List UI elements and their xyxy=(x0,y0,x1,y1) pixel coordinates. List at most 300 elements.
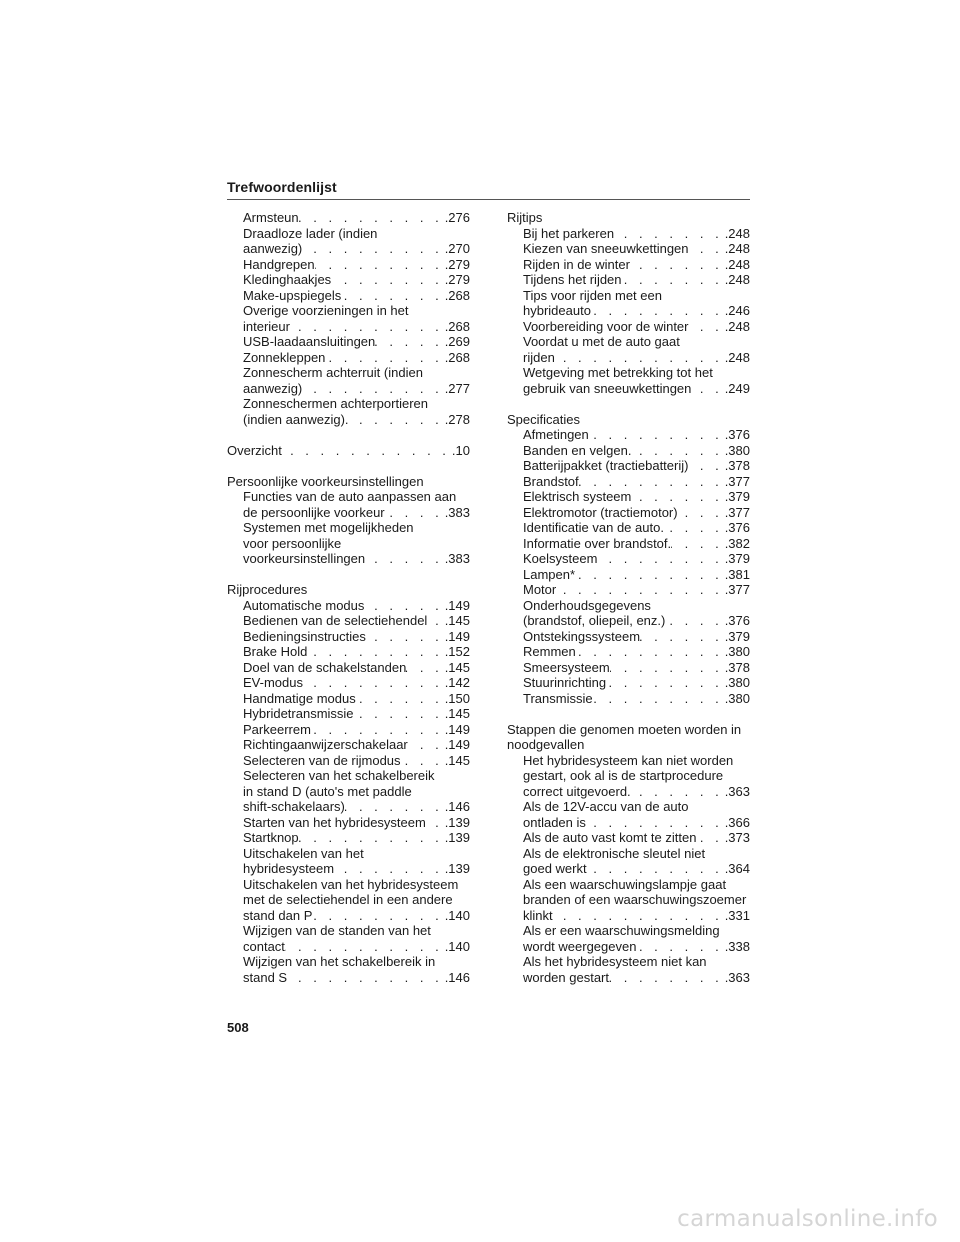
entry-text: Zonnekleppen xyxy=(243,349,326,365)
subentry-page-link[interactable] xyxy=(243,644,470,660)
page-reference: .378 xyxy=(724,458,750,473)
dot-leader xyxy=(331,272,445,288)
index-subentry xyxy=(227,675,470,691)
subentry-page-link[interactable] xyxy=(523,474,750,490)
page-reference: .376 xyxy=(724,427,750,442)
entry-text: Make-upspiegels xyxy=(243,287,342,303)
index-heading: Persoonlijke voorkeursinstellingen xyxy=(227,473,424,489)
page-reference: .381 xyxy=(724,566,750,582)
index-subentry xyxy=(227,350,470,366)
index-subentry xyxy=(507,257,750,273)
page-reference: .139 xyxy=(444,861,470,876)
index-subentry xyxy=(227,846,470,877)
subentry-page-link[interactable] xyxy=(243,412,470,428)
index-subentry xyxy=(507,582,750,598)
dot-leader xyxy=(671,536,725,552)
dot-leader xyxy=(282,443,452,459)
subentry-line: Systemen met mogelijkheden xyxy=(243,520,414,535)
entry-text: Batterijpakket (tractiebatterij) xyxy=(523,458,689,473)
page-reference: .149 xyxy=(444,597,470,613)
dot-leader xyxy=(609,970,725,986)
index-subentry xyxy=(507,474,750,490)
index-subentry xyxy=(507,799,750,830)
index-heading: Rijprocedures xyxy=(227,582,308,597)
entry-text: Voorbereiding voor de winter xyxy=(523,318,689,334)
index-subentry xyxy=(507,830,750,846)
subentry-page-link[interactable] xyxy=(243,257,470,273)
dot-leader xyxy=(631,489,724,505)
entry-text: stand S xyxy=(243,969,288,985)
subentry-line: in stand D (auto's met paddle xyxy=(243,783,412,799)
dot-leader xyxy=(312,908,444,924)
subentry-page-link[interactable] xyxy=(523,675,750,691)
dot-leader xyxy=(610,660,725,676)
dot-leader xyxy=(575,567,725,583)
entry-text: interieur xyxy=(243,318,290,334)
page-reference: .145 xyxy=(444,706,470,721)
subentry-line: Als een waarschuwingslampje gaat xyxy=(523,876,727,892)
index-subentry xyxy=(227,722,470,738)
entry-text: gebruik van sneeuwkettingen xyxy=(523,380,692,396)
index-subentry xyxy=(507,877,750,924)
entry-text: worden gestart xyxy=(523,969,609,985)
index-subentry xyxy=(227,768,470,815)
entry-text: Doel van de schakelstanden xyxy=(243,659,407,675)
dot-leader xyxy=(287,970,445,986)
entry-text: Armsteun xyxy=(243,210,299,225)
page-reference: .150 xyxy=(444,690,470,706)
subentry-page-link[interactable] xyxy=(243,675,470,691)
subentry-page-link[interactable] xyxy=(243,629,470,645)
dot-leader xyxy=(630,257,725,273)
subentry-page-link[interactable] xyxy=(523,489,750,505)
index-subentry xyxy=(507,319,750,335)
entry-text: shift-schakelaars) xyxy=(243,799,345,814)
subentry-page-link[interactable] xyxy=(243,908,470,924)
index-subentry xyxy=(227,272,470,288)
subentry-page-link[interactable] xyxy=(523,567,750,583)
dot-leader xyxy=(299,210,445,226)
page-reference: .140 xyxy=(444,907,470,923)
subentry-page-link[interactable] xyxy=(243,613,470,629)
page-reference: .379 xyxy=(724,551,750,566)
index-subentry xyxy=(227,753,470,769)
page-reference: .383 xyxy=(444,504,470,520)
index-heading: Specificaties xyxy=(507,411,580,427)
subentry-line: Tips voor rijden met een xyxy=(523,287,662,303)
subentry-page-link[interactable] xyxy=(243,815,470,831)
subentry-page-link[interactable] xyxy=(243,598,470,614)
subentry-page-link[interactable] xyxy=(523,381,750,397)
index-subentry xyxy=(227,691,470,707)
dot-leader xyxy=(375,334,444,350)
page-reference: .379 xyxy=(724,489,750,504)
entry-text: goed werkt xyxy=(523,861,587,876)
page-reference: .278 xyxy=(444,411,470,427)
page-reference: .248 xyxy=(724,241,750,256)
dot-leader xyxy=(401,753,445,769)
subentry-page-link[interactable] xyxy=(523,350,750,366)
page-reference: .269 xyxy=(444,334,470,349)
entry-text: voorkeursinstellingen xyxy=(243,551,366,566)
page-number: 508 xyxy=(227,1020,249,1035)
dot-leader xyxy=(591,303,725,319)
dot-leader xyxy=(622,272,725,288)
dot-leader xyxy=(593,691,725,707)
entry-text: aanwezig) xyxy=(243,241,303,256)
entry-text: Banden en velgen. xyxy=(523,442,632,458)
page-reference: .279 xyxy=(444,272,470,287)
subentry-line: Functies van de auto aanpassen aan xyxy=(243,489,457,504)
dot-leader xyxy=(356,691,445,707)
subentry-page-link[interactable] xyxy=(243,319,470,335)
dot-leader xyxy=(689,241,725,257)
index-subentry xyxy=(507,226,750,242)
subentry-page-link[interactable] xyxy=(523,644,750,660)
entry-text: Tijdens het rijden xyxy=(523,272,622,287)
subentry-page-link[interactable] xyxy=(523,272,750,288)
entry-text: Startknop xyxy=(243,830,299,845)
subentry-page-link[interactable] xyxy=(243,551,470,567)
subentry-page-link[interactable] xyxy=(523,939,750,955)
page-reference: .270 xyxy=(444,241,470,256)
subentry-page-link[interactable] xyxy=(243,660,470,676)
page-reference: .380 xyxy=(724,442,750,458)
subentry-line: gestart, ook al is de startprocedure xyxy=(523,768,724,783)
dot-leader xyxy=(555,350,725,366)
dot-leader xyxy=(334,861,445,877)
subentry-page-link[interactable] xyxy=(243,272,470,288)
dot-leader xyxy=(345,799,445,815)
dot-leader xyxy=(606,675,725,691)
dot-leader xyxy=(290,319,445,335)
index-subentry xyxy=(507,923,750,954)
subentry-page-link[interactable] xyxy=(523,582,750,598)
index-subentry xyxy=(507,954,750,985)
page-reference: .279 xyxy=(444,256,470,272)
index-column-left xyxy=(227,210,470,1001)
entry-text: USB-laadaansluitingen xyxy=(243,334,376,349)
subentry-page-link[interactable] xyxy=(523,784,750,800)
subentry-page-link[interactable] xyxy=(523,691,750,707)
index-subentry xyxy=(227,923,470,954)
index-subentry xyxy=(227,629,470,645)
index-subentry xyxy=(507,365,750,396)
index-subentry xyxy=(227,520,470,567)
entry-text: Ontstekingssysteem xyxy=(523,628,641,644)
index-subentry xyxy=(507,520,750,536)
subentry-page-link[interactable] xyxy=(243,939,470,955)
dot-leader xyxy=(587,861,725,877)
subentry-page-link[interactable] xyxy=(523,861,750,877)
dot-leader xyxy=(406,660,444,676)
dot-leader xyxy=(302,381,444,397)
entry-text: Bij het parkeren xyxy=(523,225,615,241)
subentry-page-link[interactable] xyxy=(243,288,470,304)
index-subentry xyxy=(227,210,470,226)
page-reference: .383 xyxy=(444,551,470,566)
page-reference: .139 xyxy=(444,814,470,830)
subentry-page-link[interactable] xyxy=(523,520,750,536)
entry-text: Smeersysteem xyxy=(523,659,610,675)
subentry-page-link[interactable] xyxy=(243,737,470,753)
index-subentry xyxy=(507,675,750,691)
entry-text: Brake Hold xyxy=(243,644,308,659)
page-reference: .248 xyxy=(724,225,750,241)
index-subentry xyxy=(227,257,470,273)
dot-leader xyxy=(315,257,445,273)
page-reference: .248 xyxy=(724,349,750,365)
subentry-page-link[interactable] xyxy=(243,706,470,722)
index-subentry xyxy=(227,365,470,396)
index-subentry xyxy=(507,536,750,552)
page-reference: .268 xyxy=(444,349,470,365)
dot-leader xyxy=(631,784,725,800)
index-heading-link[interactable] xyxy=(227,443,470,459)
subentry-line: met de selectiehendel in een andere xyxy=(243,892,453,907)
subentry-page-link[interactable] xyxy=(243,241,470,257)
entry-text: Koelsysteem xyxy=(523,551,598,566)
index-subentry xyxy=(507,443,750,459)
page-header-title: Trefwoordenlijst xyxy=(227,179,337,195)
index-subentry xyxy=(227,613,470,629)
subentry-page-link[interactable] xyxy=(523,629,750,645)
page-reference: .363 xyxy=(724,783,750,799)
entry-text: Automatische modus xyxy=(243,597,365,613)
page-reference: .142 xyxy=(444,675,470,690)
dot-leader xyxy=(427,613,444,629)
subentry-page-link[interactable] xyxy=(523,458,750,474)
subentry-line: Overige voorzieningen in het xyxy=(243,303,409,318)
subentry-page-link[interactable] xyxy=(523,241,750,257)
page-reference: .149 xyxy=(444,737,470,752)
subentry-page-link[interactable] xyxy=(523,660,750,676)
index-subentry xyxy=(227,396,470,427)
subentry-line: Wijzigen van het schakelbereik in xyxy=(243,954,436,969)
subentry-page-link[interactable] xyxy=(243,830,470,846)
index-subentry xyxy=(227,303,470,334)
index-subentry xyxy=(507,660,750,676)
page-reference: .377 xyxy=(724,504,750,520)
index-subentry xyxy=(227,830,470,846)
page-reference: .152 xyxy=(444,644,470,659)
entry-text: Richtingaanwijzerschakelaar xyxy=(243,737,408,752)
subentry-page-link[interactable] xyxy=(243,970,470,986)
subentry-line: Onderhoudsgegevens xyxy=(523,597,651,613)
index-heading: noodgevallen xyxy=(507,737,585,752)
dot-leader xyxy=(696,830,724,846)
index-subentry xyxy=(507,272,750,288)
entry-text: Kledinghaakjes xyxy=(243,272,332,287)
dot-leader xyxy=(311,722,445,738)
subentry-page-link[interactable] xyxy=(523,830,750,846)
index-entry xyxy=(227,474,470,567)
dot-leader xyxy=(285,939,445,955)
entry-text: Als de auto vast komt te zitten xyxy=(523,830,697,845)
entry-text: Parkeerrem xyxy=(243,721,311,737)
index-subentry xyxy=(227,815,470,831)
page-reference: .10 xyxy=(451,442,470,458)
dot-leader xyxy=(664,520,725,536)
page-reference: .268 xyxy=(444,287,470,303)
page-reference: .146 xyxy=(444,799,470,814)
entry-text: Motor xyxy=(523,582,557,597)
subentry-page-link[interactable] xyxy=(523,536,750,552)
index-subentry xyxy=(507,505,750,521)
page-reference: .149 xyxy=(444,721,470,737)
page-reference: .377 xyxy=(724,582,750,597)
entry-text: Selecteren van de rijmodus xyxy=(243,752,401,768)
page-reference: .376 xyxy=(724,520,750,535)
page-reference: .379 xyxy=(724,628,750,644)
dot-leader xyxy=(349,412,445,428)
entry-text: hybrideauto xyxy=(523,303,591,318)
subentry-line: Voordat u met de auto gaat xyxy=(523,334,680,349)
dot-leader xyxy=(631,443,724,459)
subentry-page-link[interactable] xyxy=(243,691,470,707)
dot-leader xyxy=(678,505,725,521)
entry-text: klinkt xyxy=(523,907,553,923)
index-subentry xyxy=(507,598,750,629)
entry-text: (brandstof, oliepeil, enz.) xyxy=(523,613,666,628)
subentry-page-link[interactable] xyxy=(243,799,470,815)
subentry-page-link[interactable] xyxy=(523,226,750,242)
page-reference: .277 xyxy=(444,380,470,396)
page-reference: .248 xyxy=(724,318,750,334)
dot-leader xyxy=(597,551,724,567)
entry-text: Starten van het hybridesysteem xyxy=(243,814,426,830)
index-subentry xyxy=(507,334,750,365)
subentry-page-link[interactable] xyxy=(523,303,750,319)
subentry-page-link[interactable] xyxy=(523,970,750,986)
dot-leader xyxy=(689,319,725,335)
subentry-page-link[interactable] xyxy=(523,613,750,629)
subentry-page-link[interactable] xyxy=(523,505,750,521)
page-reference: .145 xyxy=(444,613,470,628)
index-subentry xyxy=(227,737,470,753)
subentry-page-link[interactable] xyxy=(523,257,750,273)
entry-text: Overzicht xyxy=(227,442,282,458)
dot-leader xyxy=(365,551,445,567)
entry-text: rijden xyxy=(523,349,555,365)
subentry-page-link[interactable] xyxy=(243,350,470,366)
subentry-line: Draadloze lader (indien xyxy=(243,225,378,241)
index-entry xyxy=(507,412,750,707)
subentry-page-link[interactable] xyxy=(243,753,470,769)
index-subentry xyxy=(507,427,750,443)
page-reference: .380 xyxy=(724,675,750,690)
dot-leader xyxy=(556,582,724,598)
page-reference: .140 xyxy=(444,938,470,954)
page-reference: .380 xyxy=(724,690,750,706)
page-reference: .338 xyxy=(724,938,750,954)
page-reference: .331 xyxy=(724,907,750,923)
watermark: carmanualsonline.info xyxy=(677,1206,938,1232)
index-entry xyxy=(227,582,470,985)
dot-leader xyxy=(341,288,444,304)
subentry-line: Als het hybridesysteem niet kan xyxy=(523,954,707,969)
index-subentry xyxy=(507,551,750,567)
dot-leader xyxy=(307,644,444,660)
entry-text: Handgrepen xyxy=(243,256,315,272)
entry-text: (indien aanwezig). xyxy=(243,411,349,427)
entry-text: Afmetingen xyxy=(523,427,589,442)
subentry-page-link[interactable] xyxy=(243,505,470,521)
entry-text: Elektromotor (tractiemotor) xyxy=(523,504,678,520)
subentry-page-link[interactable] xyxy=(523,319,750,335)
subentry-line: Als de 12V-accu van de auto xyxy=(523,799,689,814)
page-reference: .373 xyxy=(724,830,750,845)
subentry-page-link[interactable] xyxy=(243,381,470,397)
entry-text: ontladen is xyxy=(523,814,586,830)
subentry-page-link[interactable] xyxy=(523,443,750,459)
index-subentry xyxy=(507,288,750,319)
page-reference: .246 xyxy=(724,303,750,318)
subentry-page-link[interactable] xyxy=(243,334,470,350)
index-subentry xyxy=(507,241,750,257)
index-subentry xyxy=(227,877,470,924)
index-subentry xyxy=(507,489,750,505)
entry-text: Lampen* xyxy=(523,566,576,582)
index-subentry xyxy=(227,644,470,660)
page-reference: .378 xyxy=(724,659,750,675)
index-subentry xyxy=(227,334,470,350)
subentry-line: Als er een waarschuwingsmelding xyxy=(523,923,720,938)
page-reference: .376 xyxy=(724,613,750,628)
subentry-line: branden of een waarschuwingszoemer xyxy=(523,892,747,907)
dot-leader xyxy=(640,629,725,645)
index-heading: Rijtips xyxy=(507,210,543,225)
index-subentry xyxy=(507,753,750,800)
entry-text: Handmatige modus xyxy=(243,690,356,706)
page-reference: .149 xyxy=(444,628,470,644)
entry-text: Kiezen van sneeuwkettingen xyxy=(523,241,689,256)
page-reference: .145 xyxy=(444,659,470,675)
subentry-page-link[interactable] xyxy=(523,908,750,924)
dot-leader xyxy=(665,613,724,629)
subentry-page-link[interactable] xyxy=(243,861,470,877)
index-heading: Stappen die genomen moeten worden in xyxy=(507,721,742,737)
dot-leader xyxy=(586,815,725,831)
entry-text: wordt weergegeven xyxy=(523,938,637,954)
entry-text: Brandstof xyxy=(523,473,579,489)
subentry-page-link[interactable] xyxy=(523,551,750,567)
index-subentry xyxy=(507,629,750,645)
dot-leader xyxy=(354,706,445,722)
dot-leader xyxy=(614,226,725,242)
subentry-line: voor persoonlijke xyxy=(243,535,342,551)
page-reference: .382 xyxy=(724,535,750,551)
index-subentry xyxy=(227,489,470,520)
entry-text: Elektrisch systeem xyxy=(523,489,632,504)
dot-leader xyxy=(553,908,725,924)
index-subentry xyxy=(507,691,750,707)
entry-text: aanwezig) xyxy=(243,380,303,396)
index-subentry xyxy=(227,226,470,257)
entry-text: Bedieningsinstructies xyxy=(243,628,366,644)
entry-text: Stuurinrichting xyxy=(523,675,607,690)
subentry-page-link[interactable] xyxy=(523,815,750,831)
header-divider xyxy=(227,199,750,200)
page-reference: .380 xyxy=(724,644,750,659)
dot-leader xyxy=(576,644,725,660)
subentry-line: Selecteren van het schakelbereik xyxy=(243,768,435,783)
index-subentry xyxy=(507,644,750,660)
subentry-page-link[interactable] xyxy=(523,427,750,443)
subentry-page-link[interactable] xyxy=(243,210,470,226)
entry-text: contact xyxy=(243,938,285,954)
subentry-page-link[interactable] xyxy=(243,722,470,738)
